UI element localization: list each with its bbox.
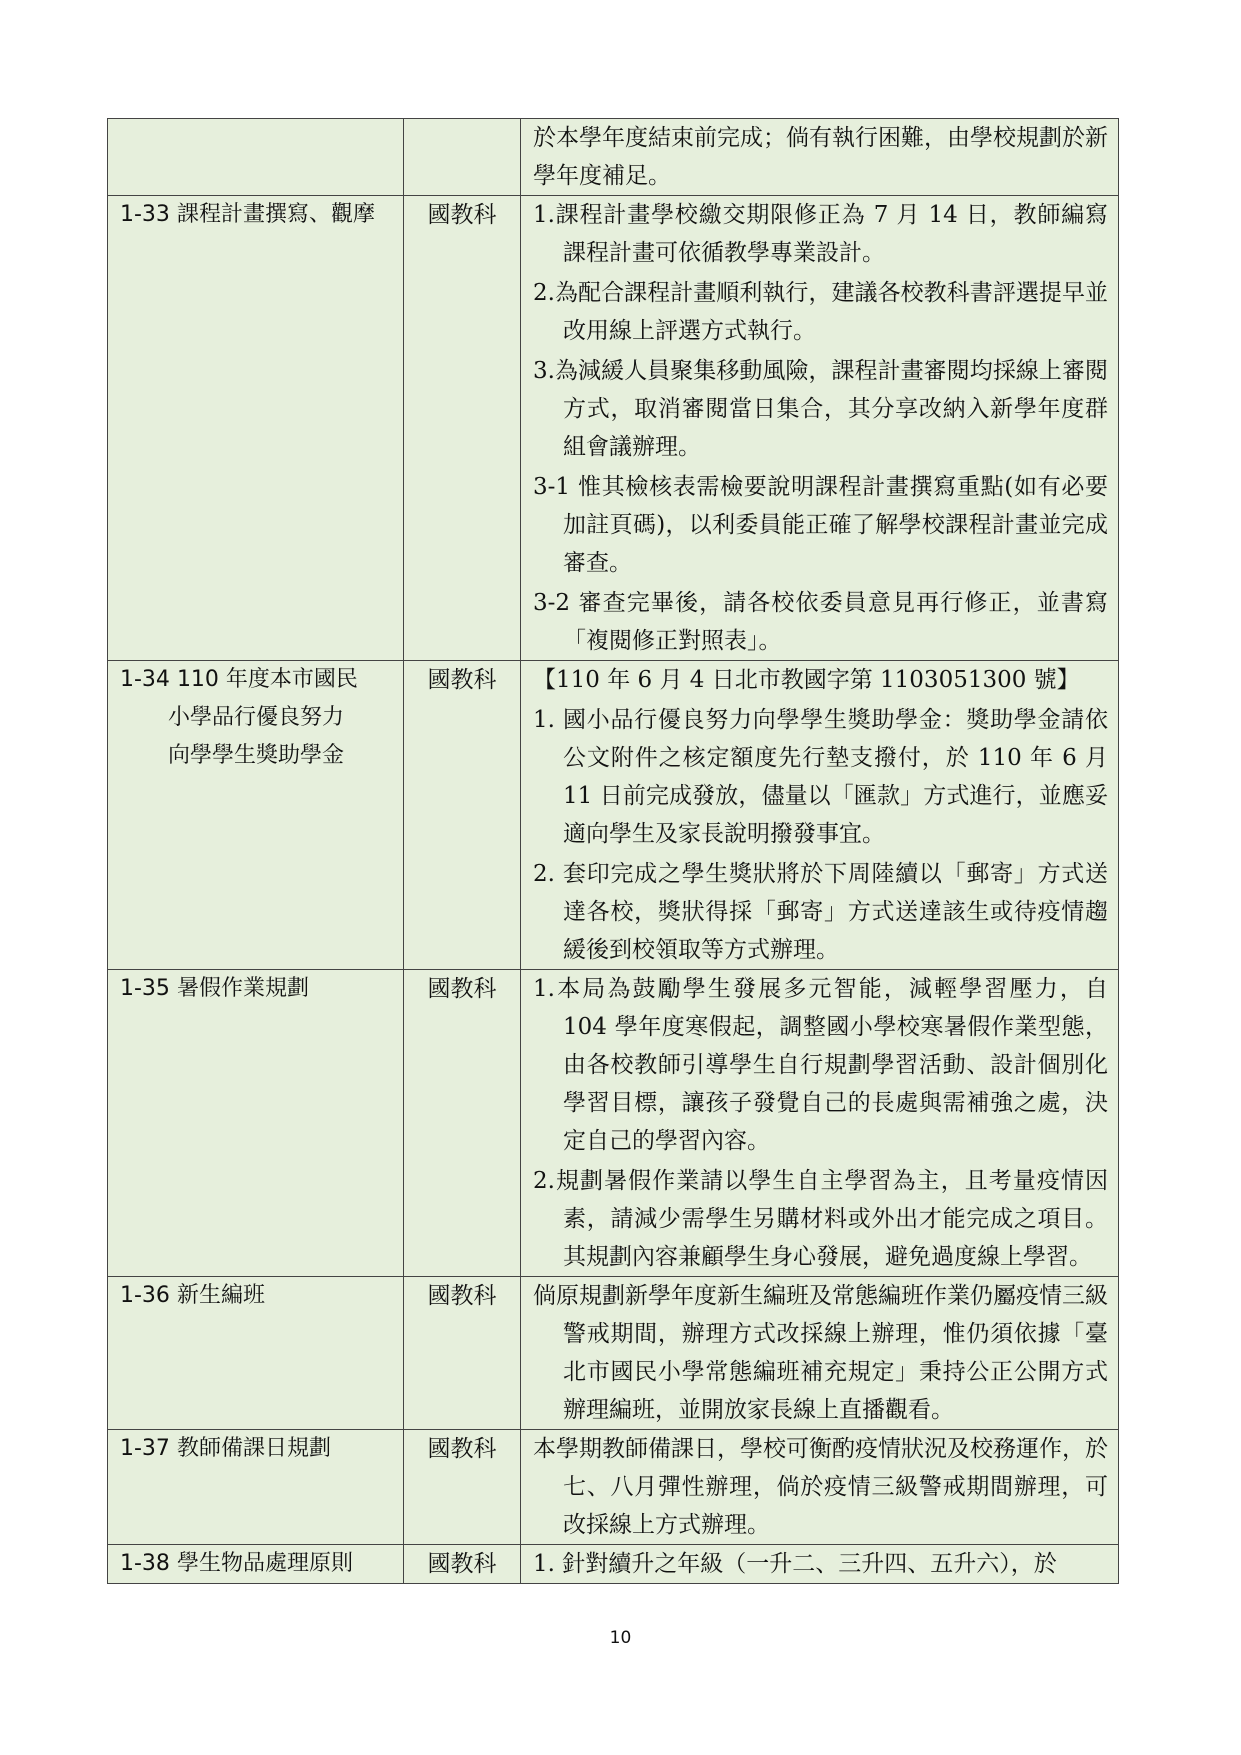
description-paragraph: 本學期教師備課日，學校可衡酌疫情狀況及校務運作，於七、八月彈性辦理，倘於疫情三級警戒期間辦理，可改採線上方式辦理。 (533, 1436, 1108, 1538)
item-title: 110 年度本市國民 (176, 667, 358, 692)
item-cell (108, 196, 404, 661)
description-paragraph: 倘原規劃新學年度新生編班及常態編班作業仍屬疫情三級警戒期間，辦理方式改採線上辦理，惟仍須依據「臺北市國民小學常態編班補充規定」秉持公正公開方式辦理編班，並開放家長線上直播觀看。 (533, 1283, 1108, 1423)
table-row (108, 1545, 1119, 1584)
table-row (108, 970, 1119, 1277)
description-paragraph: 1. 國小品行優良努力向學學生獎助學金：獎助學金請依公文附件之核定額度先行墊支撥付，於 110 年 6 月 11 日前完成發放，儘量以「匯款」方式進行，並應妥適向學生及家長說明撥發事宜。 (533, 707, 1108, 847)
dept-cell: 國教科 (404, 196, 521, 661)
item-code: 1-38 (120, 1551, 170, 1576)
dept-cell: 國教科 (404, 1545, 521, 1584)
item-code: 1-36 (120, 1283, 170, 1308)
dept-cell (404, 119, 521, 196)
item-code: 1-37 (120, 1436, 170, 1461)
item-title: 學生物品處理原則 (176, 1551, 353, 1576)
description-paragraph: 2.規劃暑假作業請以學生自主學習為主，且考量疫情因素，請減少需學生另購材料或外出才能完成之項目。其規劃內容兼顧學生身心發展，避免過度線上學習。 (533, 1168, 1108, 1270)
description-cell (521, 1277, 1119, 1430)
description-paragraph: 2.為配合課程計畫順利執行，建議各校教科書評選提早並改用線上評選方式執行。 (533, 280, 1108, 344)
table-row (108, 1277, 1119, 1430)
item-title: 課程計畫撰寫、觀摩 (176, 202, 375, 227)
description-cell (521, 196, 1119, 661)
description-cell (521, 1430, 1119, 1545)
table-row (108, 1430, 1119, 1545)
document-table (107, 118, 1119, 1584)
description-cell (521, 119, 1119, 196)
item-code: 1-35 (120, 976, 170, 1001)
dept-cell: 國教科 (404, 1430, 521, 1545)
dept-cell: 國教科 (404, 1277, 521, 1430)
item-cell (108, 1277, 404, 1430)
description-cell (521, 1545, 1119, 1584)
item-cell (108, 970, 404, 1277)
description-paragraph: 3.為減緩人員聚集移動風險，課程計畫審閱均採線上審閱方式，取消審閱當日集合，其分享改納入新學年度群組會議辦理。 (533, 358, 1108, 460)
description-paragraph: 1. 針對續升之年級（一升二、三升四、五升六），於 (533, 1551, 1057, 1577)
dept-cell: 國教科 (404, 970, 521, 1277)
item-title-line: 小學品行優良努力 (168, 705, 345, 730)
description-paragraph: 3-1 惟其檢核表需檢要說明課程計畫撰寫重點(如有必要加註頁碼)，以利委員能正確了解學校課程計畫並完成審查。 (533, 474, 1108, 576)
item-code: 1-33 (120, 202, 170, 227)
item-code: 1-34 (120, 667, 170, 692)
description-paragraph: 3-2 審查完畢後，請各校依委員意見再行修正，並書寫「複閱修正對照表」。 (533, 590, 1108, 654)
description-paragraph: 1.本局為鼓勵學生發展多元智能，減輕學習壓力，自 104 學年度寒假起，調整國小學校寒暑假作業型態，由各校教師引導學生自行規劃學習活動、設計個別化學習目標，讓孩子發覺自己的長處與需補強之處，決定自己的學習內容。 (533, 976, 1108, 1154)
item-cell (108, 661, 404, 970)
item-title: 暑假作業規劃 (176, 976, 309, 1001)
description-paragraph: 【110 年 6 月 4 日北市教國字第 1103051300 號】 (533, 667, 1080, 693)
description-paragraph: 1.課程計畫學校繳交期限修正為 7 月 14 日，教師編寫課程計畫可依循教學專業設計。 (533, 202, 1108, 266)
item-cell (108, 119, 404, 196)
item-title: 教師備課日規劃 (176, 1436, 331, 1461)
item-cell (108, 1545, 404, 1584)
description-paragraph: 於本學年度結束前完成；倘有執行困難，由學校規劃於新學年度補足。 (533, 125, 1108, 189)
table-row (108, 119, 1119, 196)
description-paragraph: 2. 套印完成之學生獎狀將於下周陸續以「郵寄」方式送達各校，獎狀得採「郵寄」方式送達該生或待疫情趨緩後到校領取等方式辦理。 (533, 861, 1108, 963)
description-cell (521, 661, 1119, 970)
table-row (108, 661, 1119, 970)
item-cell (108, 1430, 404, 1545)
table-row (108, 196, 1119, 661)
page-number: 10 (609, 1628, 632, 1648)
description-cell (521, 970, 1119, 1277)
item-title: 新生編班 (176, 1283, 265, 1308)
item-title-line: 向學學生獎助學金 (168, 743, 345, 768)
dept-cell: 國教科 (404, 661, 521, 970)
